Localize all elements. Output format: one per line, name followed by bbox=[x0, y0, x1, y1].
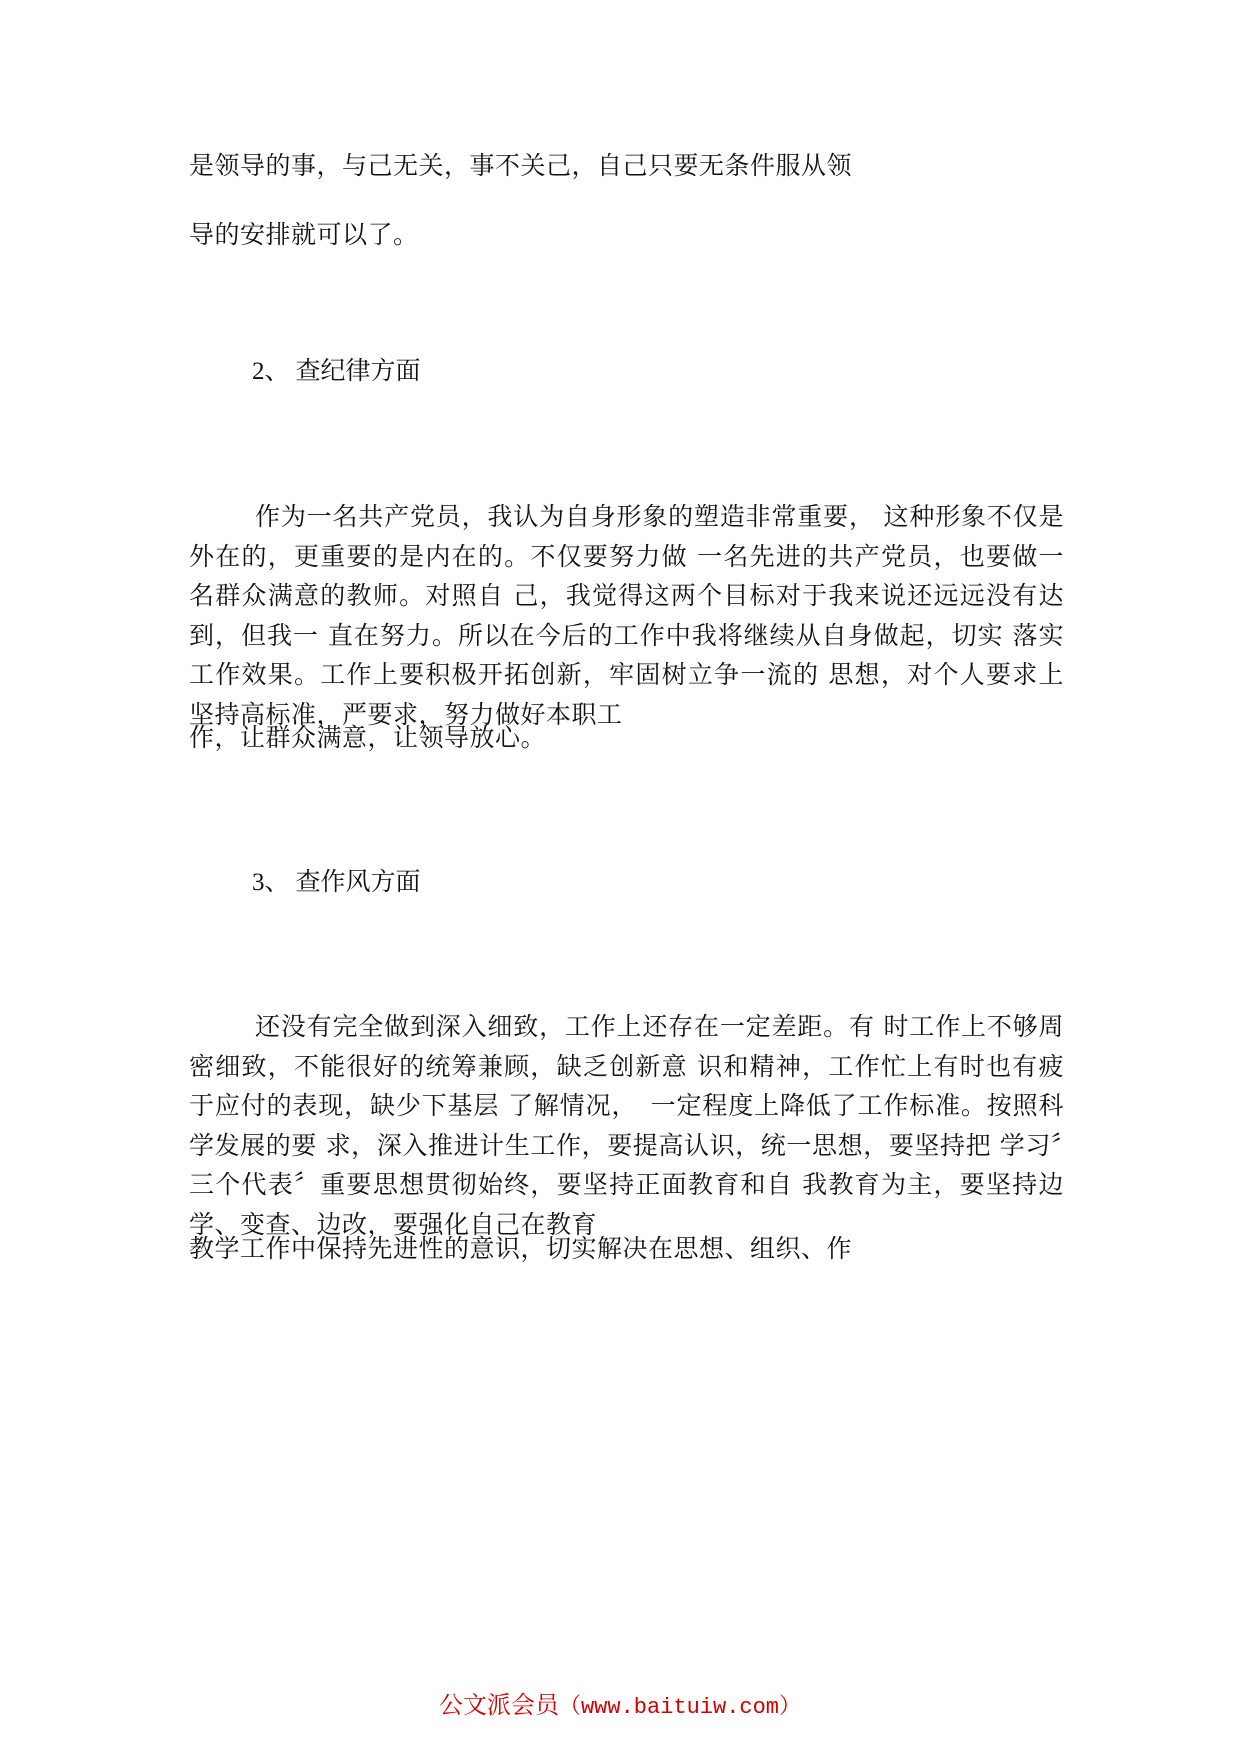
section-2-paragraph: 作为一名共产党员，我认为自身形象的塑造非常重要， 这种形象不仅是外在的，更重要的是内在的。不仅要努力做 一名先进的共产党员，也要做一名群众满意的教师。对照自 己，我觉得这两个目标对于我来说还远远没有达到，但我一 直在努力。所以在今后的工作中我将继续从自身做起，切实 落实工作效果。工作上要积极开拓创新，牢固树立争一流的 思想，对个人要求上坚持高标准，严要求，努力做好本职工 bbox=[189, 502, 1064, 729]
member-watermark-footer[interactable] bbox=[0, 1690, 1240, 1723]
section-3-number: 3、 bbox=[252, 869, 290, 896]
text-line-2: 导的安排就可以了。 bbox=[189, 220, 419, 249]
section-3-paragraph: 还没有完全做到深入细致，工作上还存在一定差距。有 时工作上不够周密细致，不能很好的统筹兼顾，缺乏创新意 识和精神，工作忙上有时也有疲于应付的表现，缺少下基层 了解情况， 一定程度上降低了工作标准。按照科学发展的要 求，深入推进计生工作，要提高认识，统一思想，要坚持把 学习〞三个代表〞重要思想贯彻始终，要坚持正面教育和自 我教育为主，要坚持边学、变查、边改，要强化自己在教育 bbox=[189, 1012, 1064, 1239]
footer-url[interactable]: （www.baituiw.com） bbox=[558, 1695, 802, 1720]
text-line-1: 是领导的事，与己无关，事不关己，自己只要无条件服从领 bbox=[189, 151, 853, 180]
section-3-heading bbox=[252, 866, 421, 899]
section-2-number: 2、 bbox=[252, 358, 290, 385]
section-2-heading bbox=[252, 355, 421, 388]
section-2-title: 查纪律方面 bbox=[295, 356, 421, 385]
section-2-continuation: 作，让群众满意，让领导放心。 bbox=[189, 723, 547, 752]
section-3-continuation: 教学工作中保持先进性的意识，切实解决在思想、组织、作 bbox=[189, 1234, 853, 1263]
footer-label: 公文派会员 bbox=[438, 1691, 559, 1719]
section-3-title: 查作风方面 bbox=[295, 867, 421, 896]
